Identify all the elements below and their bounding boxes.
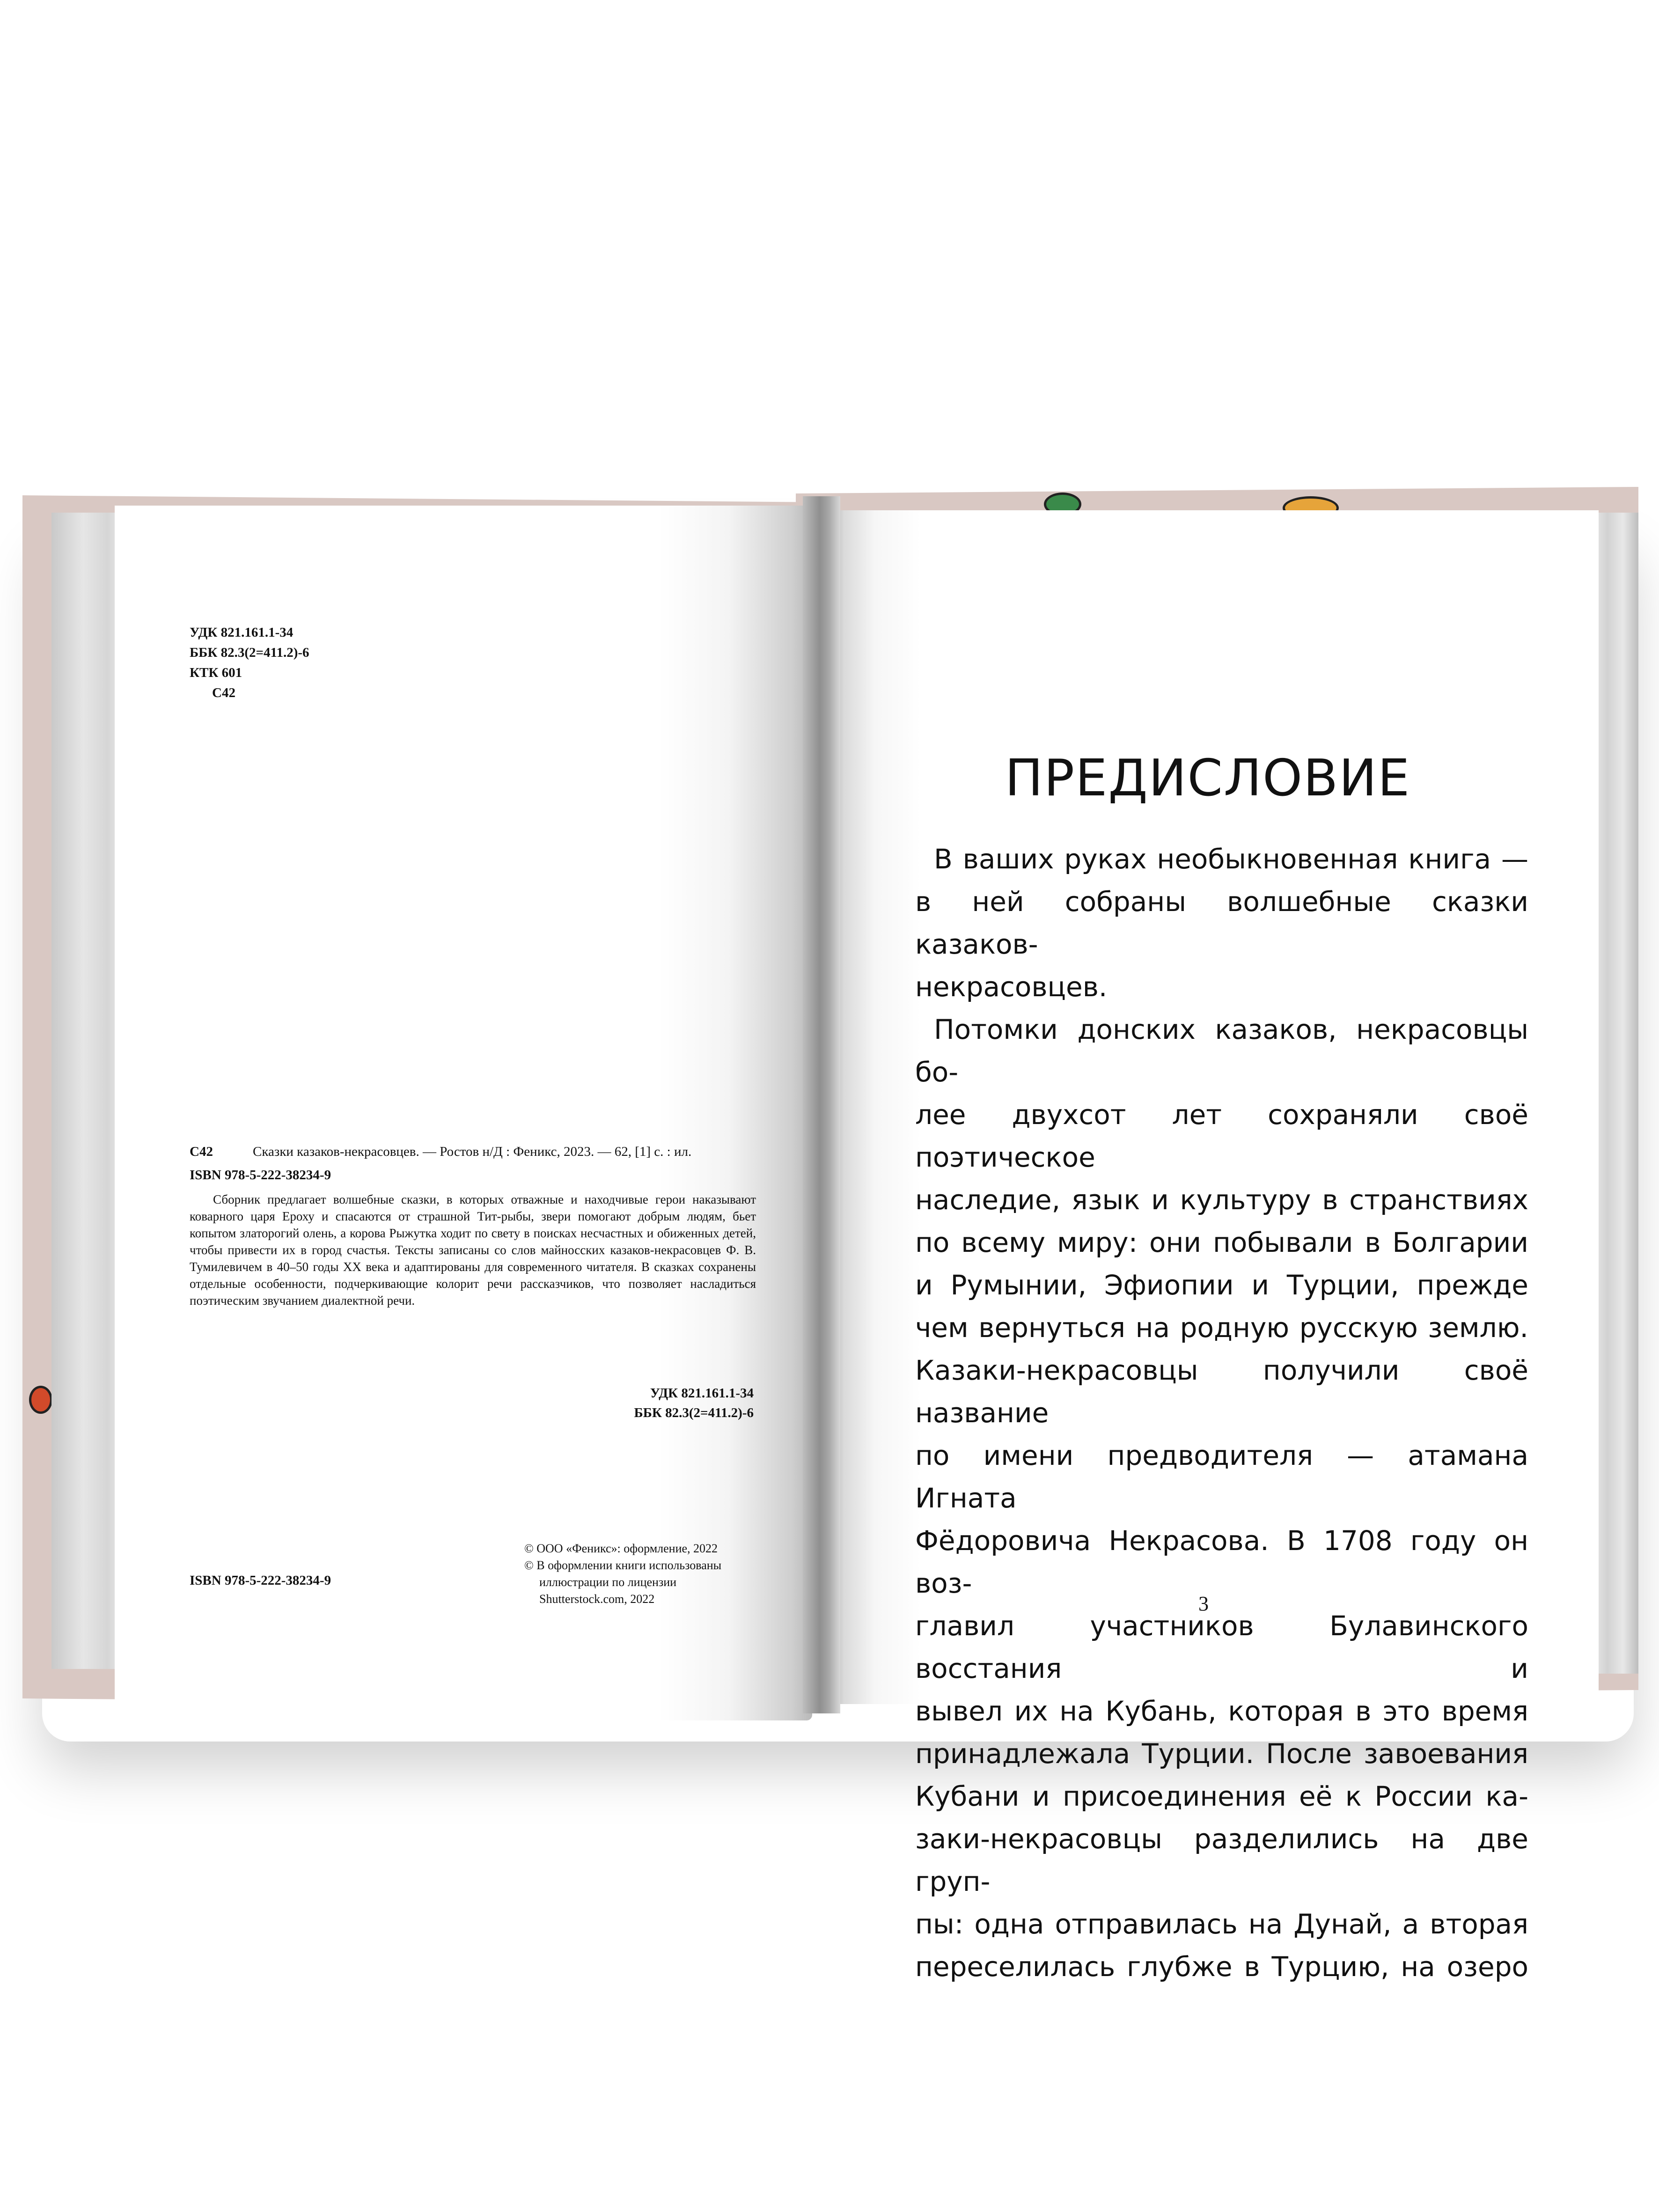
preface-line: Потомки донских казаков, некрасовцы бо- [915,1014,1528,1088]
cover-doodle [29,1386,52,1414]
udk-code-right: УДК 821.161.1-34 [650,1386,754,1401]
annotation: Сборник предлагает волшебные сказки, в которых отважные и находчивые герои наказывают коварного царя Ероху и спасаются от страшной Тит-рыбы, звери помогают добрым людям, бьет копытом златорогий олень, а корова Рыжутка ходит по свету в поисках несчастных и обиженных детей, чтобы привести их в город счастья. Тексты записаны со слов майносских казаков-некрасовцев Ф. В. Тумилевичем в 40–50 годы XX века и адаптированы для современного читателя. В сказках сохранены отдельные особенности, подчеркивающие колорит речи рассказчиков, что позволяет насладиться поэтическим звучанием диалектной речи. [190,1192,756,1308]
preface-line: Фёдоровича Некрасова. В 1708 году он воз- [915,1525,1528,1599]
copyright-line: иллюстрации по лицензии [539,1575,677,1589]
classification-codes [190,623,309,703]
bibliographic-record [190,1142,756,1309]
preface-body [915,838,1528,1988]
book-gutter [803,496,840,1713]
preface-line: по всему миру: они побывали в Болгарии [915,1227,1528,1258]
preface-line: В ваших руках необыкновенная книга — [934,843,1528,875]
preface-line: некрасовцев. [915,971,1108,1003]
preface-line: по имени предводителя — атамана Игната [915,1440,1528,1514]
copyright-line: © ООО «Феникс»: оформление, 2022 [524,1542,718,1555]
preface-line: Казаки-некрасовцы получили своё название [915,1354,1528,1429]
biblio-code: С42 [190,1144,213,1159]
preface-line: наследие, язык и культуру в странствиях [915,1184,1528,1216]
preface-line: в ней собраны волшебные сказки казаков- [915,886,1528,960]
bbk-code: ББК 82.3(2=411.2)-6 [190,645,309,660]
ktk-code: КТК 601 [190,665,242,680]
isbn-top: ISBN 978-5-222-38234-9 [190,1168,331,1183]
preface-line: лее двухсот лет сохраняли своё поэтическое [915,1099,1528,1173]
preface-line: принадлежала Турции. После завоевания [915,1738,1528,1770]
author-mark: С42 [212,685,235,700]
preface-line: вывел их на Кубань, которая в это время [915,1695,1528,1727]
preface-line: пы: одна отправилась на Дунай, а вторая [915,1908,1528,1940]
copyright-line: © В оформлении книги использованы [524,1558,722,1572]
bbk-code-right: ББК 82.3(2=411.2)-6 [634,1405,754,1420]
preface-line: главил участников Булавинского восстания и [915,1610,1528,1684]
biblio-entry: Сказки казаков-некрасовцев. — Ростов н/Д : Феникс, 2023. — 62, [1] с. : ил. [253,1144,692,1159]
udk-code: УДК 821.161.1-34 [190,625,294,640]
classification-codes-right [548,1383,754,1423]
preface-line: чем вернуться на родную русскую землю. [915,1312,1528,1344]
copyright-line: Shutterstock.com, 2022 [539,1592,655,1606]
preface-line: Кубани и присоединения её к России ка- [915,1780,1528,1812]
preface-line: и Румынии, Эфиопии и Турции, прежде [915,1269,1528,1301]
isbn-bottom: ISBN 978-5-222-38234-9 [190,1573,331,1588]
copyright-notice [524,1540,758,1608]
page-number: 3 [1198,1592,1209,1615]
preface-line: заки-некрасовцы разделились на две груп- [915,1823,1528,1897]
preface-line: переселилась глубже в Турцию, на озеро [915,1951,1528,1983]
preface-title: ПРЕДИСЛОВИЕ [1005,749,1411,808]
